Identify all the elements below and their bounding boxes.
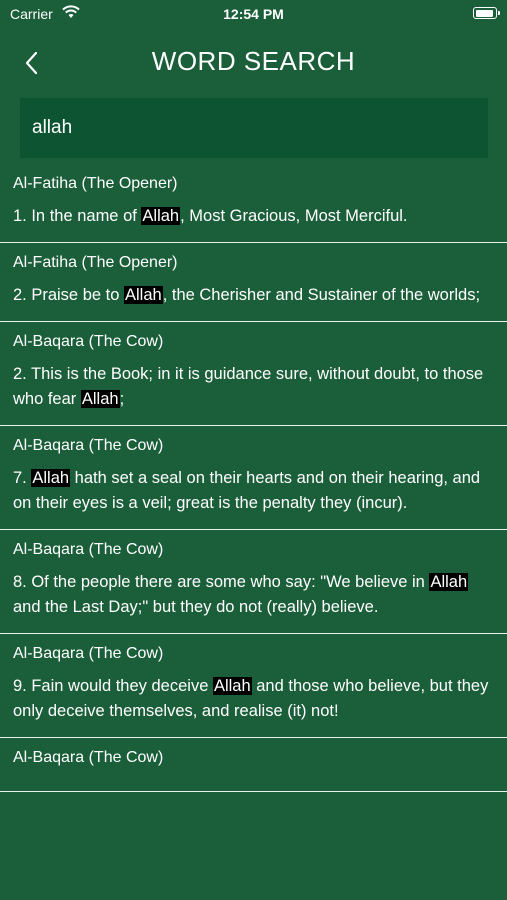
search-match-highlight: Allah <box>213 677 251 695</box>
verse-text: 2. Praise be to Allah, the Cherisher and Sustainer of the worlds; <box>13 286 481 304</box>
surah-name: Al-Baqara (The Cow) <box>13 645 164 662</box>
verse-text: 1. In the name of Allah, Most Gracious, Most Merciful. <box>13 207 408 225</box>
search-match-highlight: Allah <box>142 207 180 225</box>
surah-name: Al-Fatiha (The Opener) <box>13 175 178 192</box>
results-list[interactable] <box>0 164 507 829</box>
surah-name: Al-Baqara (The Cow) <box>13 437 164 454</box>
search-match-highlight: Allah <box>32 469 70 487</box>
search-match-highlight: Allah <box>124 286 162 304</box>
list-item[interactable] <box>0 426 507 530</box>
search-match-highlight: Allah <box>430 573 468 591</box>
list-item[interactable] <box>0 738 507 792</box>
navigation-bar <box>0 40 507 84</box>
verse-text: 7. Allah hath set a seal on their hearts and on their hearing, and on their eyes is a veil; great is the penalty they (incur). <box>13 469 481 512</box>
battery-icon <box>473 7 497 19</box>
search-match-highlight: Allah <box>81 390 119 408</box>
clock: 12:54 PM <box>223 6 284 22</box>
surah-name: Al-Baqara (The Cow) <box>13 749 164 766</box>
search-input[interactable] <box>32 98 476 158</box>
list-item[interactable] <box>0 530 507 634</box>
search-field-container[interactable] <box>20 98 488 158</box>
carrier-label: Carrier <box>10 6 53 22</box>
list-item[interactable] <box>0 243 507 322</box>
status-bar <box>0 0 507 28</box>
list-item[interactable] <box>0 164 507 243</box>
verse-text: 2. This is the Book; in it is guidance sure, without doubt, to those who fear Allah; <box>13 365 484 408</box>
verse-text: 8. Of the people there are some who say: "We believe in Allah and the Last Day;" but they do not (really) believe. <box>13 573 468 616</box>
surah-name: Al-Baqara (The Cow) <box>13 541 164 558</box>
list-item[interactable] <box>0 322 507 426</box>
list-item[interactable] <box>0 634 507 738</box>
page-title: WORD SEARCH <box>151 46 356 76</box>
surah-name: Al-Fatiha (The Opener) <box>13 254 178 271</box>
surah-name: Al-Baqara (The Cow) <box>13 333 164 350</box>
verse-text: 9. Fain would they deceive Allah and those who believe, but they only deceive themselves, and realise (it) not! <box>13 677 489 720</box>
